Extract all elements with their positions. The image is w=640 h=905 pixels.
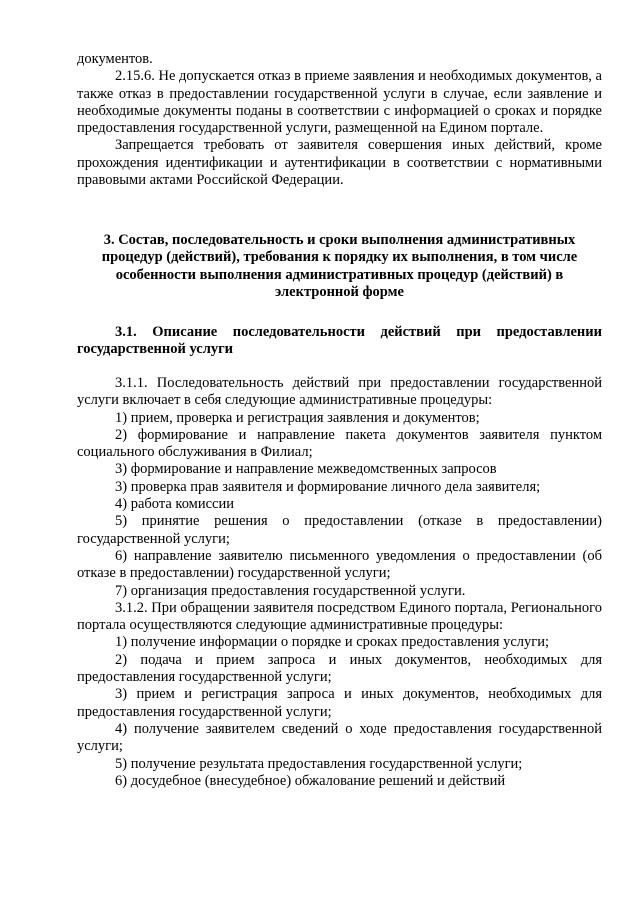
list-item: 6) направление заявителю письменного уведомления о предоставлении (об отказе в предоставлении) государственной услуги; [77,547,602,582]
paragraph-continuation: документов. [77,51,153,67]
list-item: 2) формирование и направление пакета документов заявителя пунктом социального обслуживания в Филиал; [77,426,602,461]
paragraph-3-1-1: 3.1.1. Последовательность действий при предоставлении государственной услуги включает в себя следующие административные процедуры: [77,375,602,409]
paragraph-prohibition: Запрещается требовать от заявителя совершения иных действий, кроме прохождения идентификации и аутентификации в соответствии с нормативными правовыми актами Российской Федерации. [77,137,602,189]
list-item: 5) получение результата предоставления государственной услуги; [115,755,523,772]
section-heading-3: 3. Состав, последовательность и сроки выполнения административных процедур (действий), требования к порядку их выполнения, в том числе особенности выполнения административных процедур (действий) в электронной форме [101,232,578,300]
paragraph-3-1-2: 3.1.2. При обращении заявителя посредством Единого портала, Регионального портала осуществляются следующие административные процедуры: [77,599,602,634]
list-item: 1) прием, проверка и регистрация заявления и документов; [115,409,480,426]
list-item: 3) проверка прав заявителя и формирование личного дела заявителя; [115,478,541,495]
subsection-heading-3-1 [77,324,602,359]
list-item: 3) прием и регистрация запроса и иных документов, необходимых для предоставления государственной услуги; [77,686,602,720]
list-item: 2) подача и прием запроса и иных документов, необходимых для предоставления государственной услуги; [77,651,602,686]
list-item: 3) формирование и направление межведомственных запросов [115,461,497,478]
list-item: 1) получение информации о порядке и сроках предоставления услуги; [115,634,549,651]
list-item: 7) организация предоставления государственной услуги. [115,582,466,599]
procedures-text-block [77,375,602,790]
paragraph-2-15-6: 2.15.6. Не допускается отказ в приеме заявления и необходимых документов, а также отказ в предоставлении государственной услуги в случае, если заявление и необходимые документы поданы в соответствии с информацией о сроках и порядке предоставления государственной услуги, размещенной на Едином портале. [77,68,602,137]
list-item: 5) принятие решения о предоставлении (отказе в предоставлении) государственной услуги; [77,513,602,547]
list-item: 6) досудебное (внесудебное) обжалование решений и действий [115,772,506,789]
list-item: 4) получение заявителем сведений о ходе предоставления государственной услуги; [77,720,602,755]
subsection-heading-text: 3.1. Описание последовательности действий при предоставлении государственной услуги [77,324,602,358]
top-text-block [77,51,602,189]
list-item: 4) работа комиссии [115,496,235,513]
